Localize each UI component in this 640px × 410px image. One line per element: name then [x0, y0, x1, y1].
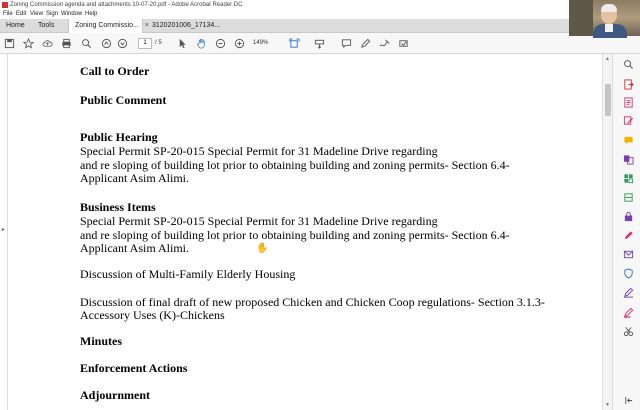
- webcam-background: [569, 0, 593, 36]
- toolbar: [0, 33, 640, 54]
- zoom-search-icon[interactable]: [80, 37, 93, 50]
- export-pdf-icon[interactable]: [622, 78, 634, 90]
- tab-home[interactable]: Home: [6, 22, 25, 29]
- scrollbar-thumb[interactable]: [605, 84, 611, 116]
- create-pdf-icon[interactable]: [622, 96, 634, 108]
- tab-bar: [0, 19, 640, 33]
- hand-tool-icon[interactable]: [195, 37, 208, 50]
- agenda-hearing-line-3: Applicant Asim Alimi.: [80, 171, 190, 185]
- agenda-elderly-housing: Discussion of Multi-Family Elderly Housing: [80, 267, 296, 281]
- collapse-panel-icon[interactable]: [622, 394, 634, 406]
- agenda-business-line-2: and re sloping of building lot prior to obtaining building and zoning permits- Section 6.4-: [80, 228, 510, 242]
- comment-icon[interactable]: [340, 37, 353, 50]
- vertical-scrollbar[interactable]: [602, 54, 612, 410]
- title-bar: [0, 0, 640, 10]
- agenda-minutes: Minutes: [80, 334, 122, 348]
- agenda-enforcement-actions: Enforcement Actions: [80, 361, 188, 375]
- redact-icon[interactable]: [622, 306, 634, 318]
- fit-page-icon[interactable]: [288, 37, 301, 50]
- scroll-down-arrow-icon[interactable]: ▼: [605, 402, 610, 408]
- more-tools-icon[interactable]: [622, 325, 634, 337]
- webcam-person-hair: [601, 4, 617, 12]
- edit-pdf-icon[interactable]: [622, 114, 634, 126]
- draw-freehand-icon[interactable]: [378, 37, 391, 50]
- search-tool-icon[interactable]: [622, 58, 634, 70]
- stamp-sign-icon[interactable]: [397, 37, 410, 50]
- request-signatures-icon[interactable]: [622, 286, 634, 298]
- protect-shield-icon[interactable]: [622, 267, 634, 279]
- agenda-business-items: Business Items: [80, 200, 156, 214]
- agenda-business-line-1: Special Permit SP-20-015 Special Permit for 31 Madeline Drive regarding: [80, 214, 438, 228]
- agenda-call-to-order: Call to Order: [80, 64, 150, 78]
- select-cursor-icon[interactable]: [176, 37, 189, 50]
- scan-ocr-icon[interactable]: [622, 191, 634, 203]
- bookmark-star-icon[interactable]: [22, 37, 35, 50]
- agenda-public-hearing: Public Hearing: [80, 130, 158, 144]
- menu-sign[interactable]: Sign: [46, 11, 59, 17]
- left-panel-toggle[interactable]: [0, 54, 8, 410]
- tab-document-active[interactable]: [68, 19, 149, 33]
- highlight-pen-icon[interactable]: [359, 37, 372, 50]
- menu-view[interactable]: View: [30, 11, 43, 17]
- previous-page-icon[interactable]: [100, 37, 113, 50]
- protect-icon[interactable]: [622, 210, 634, 222]
- agenda-business-line-3: Applicant Asim Alimi.: [80, 241, 190, 255]
- agenda-chicken-line-1: Discussion of final draft of new proposed Chicken and Chicken Coop regulations- Section 3.1.3-: [80, 295, 545, 309]
- comment-tool-icon[interactable]: [622, 134, 634, 146]
- menu-help[interactable]: Help: [85, 11, 98, 17]
- organize-pages-icon[interactable]: [622, 172, 634, 184]
- webcam-person-collar: [605, 24, 613, 32]
- next-page-icon[interactable]: [116, 37, 129, 50]
- document-viewport[interactable]: [9, 54, 602, 410]
- menu-edit[interactable]: Edit: [16, 11, 27, 17]
- zoom-out-icon[interactable]: [214, 37, 227, 50]
- combine-files-icon[interactable]: [622, 153, 634, 165]
- menu-window[interactable]: Window: [61, 11, 83, 17]
- agenda-adjournment: Adjournment: [80, 388, 151, 402]
- right-tools-panel: [612, 54, 640, 410]
- scroll-up-arrow-icon[interactable]: ▲: [605, 56, 610, 62]
- expand-left-arrow-icon[interactable]: ▸: [2, 227, 6, 233]
- hand-cursor-icon: ✋: [256, 243, 269, 254]
- agenda-hearing-line-2: and re sloping of building lot prior to obtaining building and zoning permits- Section 6.4-: [80, 158, 510, 172]
- agenda-chicken-line-2: Accessory Uses (K)-Chickens: [80, 308, 225, 322]
- send-for-review-icon[interactable]: [622, 248, 634, 260]
- tab-close-icon[interactable]: ×: [144, 22, 149, 29]
- tab-document-2[interactable]: 3120201006_17134...: [152, 22, 221, 29]
- page-total-label: / 5: [155, 40, 162, 46]
- save-icon[interactable]: [3, 37, 16, 50]
- print-icon[interactable]: [60, 37, 73, 50]
- upload-cloud-icon[interactable]: [41, 37, 54, 50]
- acrobat-app-icon: [2, 2, 8, 8]
- agenda-hearing-line-1: Special Permit SP-20-015 Special Permit for 31 Madeline Drive regarding: [80, 144, 438, 158]
- zoom-level-dropdown[interactable]: 149%: [253, 40, 269, 46]
- page-number-input[interactable]: 1: [138, 38, 152, 49]
- keyboard-scroll-icon[interactable]: [313, 37, 326, 50]
- menu-bar: [0, 10, 640, 19]
- menu-file[interactable]: File: [3, 11, 13, 17]
- tab-document-label: Zoning Commissio...: [75, 22, 139, 29]
- window-title: Zoning Commission agenda and attachments 10-07-20.pdf - Adobe Acrobat Reader DC: [10, 2, 243, 8]
- agenda-public-comment: Public Comment: [80, 93, 167, 107]
- webcam-video-overlay: [569, 0, 640, 36]
- zoom-in-icon[interactable]: [233, 37, 246, 50]
- fill-sign-icon[interactable]: [622, 229, 634, 241]
- tab-tools[interactable]: Tools: [38, 22, 55, 29]
